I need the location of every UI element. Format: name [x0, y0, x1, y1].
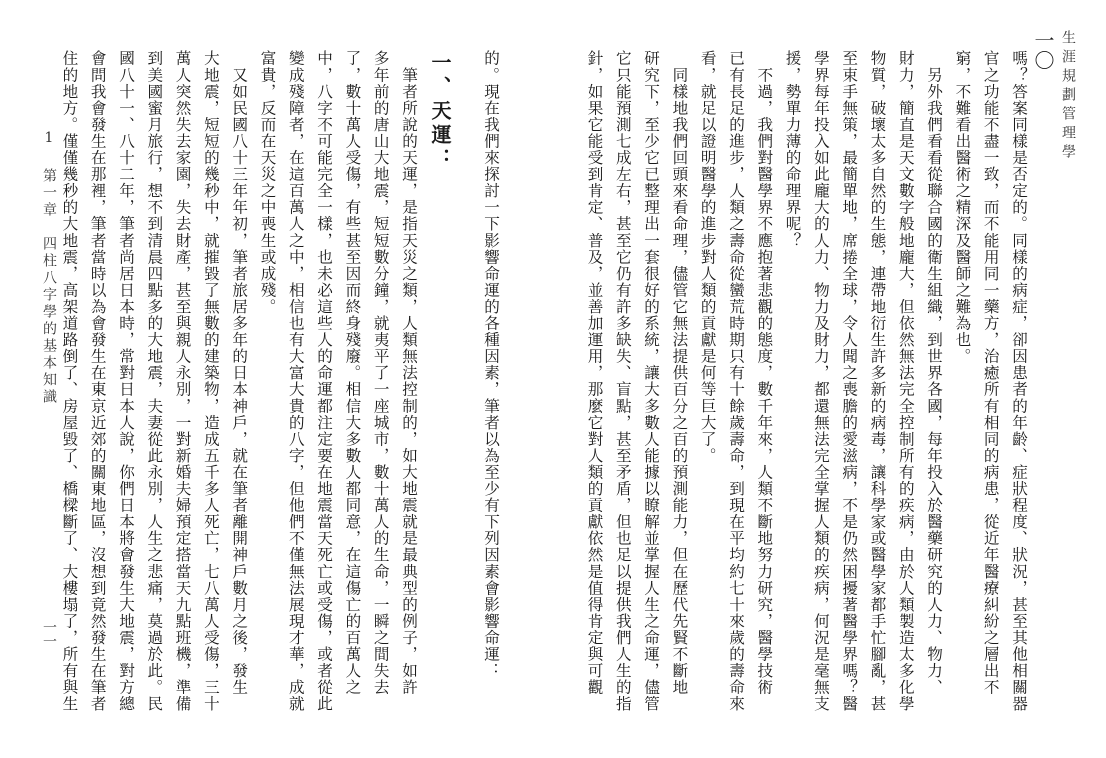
- text-column: 的。現在我們來探討一下影響命運的各種因素，筆者以為至少有下列因素會影響命運：: [482, 50, 500, 679]
- right-page-number: 一〇: [1031, 30, 1055, 70]
- chapter-footer: 1 第一章 四柱八字學的基本知識: [41, 130, 57, 406]
- text-column: 至束手無策，最簡單地，席捲全球，令人聞之喪膽的愛滋病，不是仍然困擾著醫學界嗎？醫: [840, 50, 859, 712]
- text-column: 物質，破壞太多自然的生態，連帶地衍生許多新的病毒，讓科學家或醫學家都手忙腳亂，甚: [868, 50, 887, 712]
- text-column: 財力，簡直是天文數字般地龐大，但依然無法完全控制所有的疾病，由於人類製造太多化學: [896, 50, 915, 712]
- text-column: 會問我會發生在那裡，筆者當時以為會發生在東京近郊的關東地區，沒想到竟然發生在筆者: [88, 50, 107, 712]
- text-column: 了，數十萬人受傷，有些甚至因而終身殘廢。相信大多數人都同意，在這傷亡的百萬人之: [343, 50, 362, 696]
- section-title: 一、天運：: [428, 52, 452, 172]
- text-column: 國八十一、八十二年，筆者尚居日本時，常對日本人說，你們日本將會發生大地震，對方總: [117, 50, 135, 712]
- text-column: 嗎？答案同樣是否定的。同樣的病症，卻因患者的年齡、症狀程度、狀況，甚至其他相關器: [1010, 50, 1028, 712]
- text-column: 筆者所說的天運，是指天災之類，人類無法控制的，如大地震就是最典型的例子，如許: [400, 50, 418, 696]
- text-column: 萬人突然失去家園，失去財產，甚至與親人永別，一對新婚夫婦預定搭當天九點班機，準備: [173, 50, 192, 712]
- text-column: 學界每年投入如此龐大的人力、物力及財力，都還無法完全掌握人類的疾病，何況是毫無支: [811, 50, 830, 712]
- text-column: 同樣地我們回頭來看命理，儘管它無法提供百分之百的預測能力，但在歷代先賢不斷地: [670, 50, 689, 696]
- text-column: 富貴，反而在天災之中喪生或成殘。: [258, 50, 277, 315]
- text-column: 援，勢單力薄的命理界呢？: [783, 50, 802, 249]
- text-column: 到美國蜜月旅行，想不到清晨四點多的大地震，夫妻從此永別，人生之悲痛，莫過於此。民: [145, 50, 164, 712]
- text-column: 研究下，至少它已整理出一套很好的系統，讓大多數人能據以瞭解並掌握人生之命運，儘管: [642, 50, 661, 712]
- text-column: 變成殘障者，在這百萬人之中，相信也有大富大貴的八字，但他們不僅無法展現才華，成就: [286, 50, 305, 712]
- text-column: 大地震，短短的幾秒中，就摧毀了無數的建築物，造成五千多人死亡，七八萬人受傷，三十: [201, 50, 220, 712]
- text-column: 多年前的唐山大地震，短短數分鐘，就夷平了一座城市，數十萬人的生命，一瞬之間失去: [371, 50, 390, 696]
- text-column: 另外我們看看從聯合國的衛生組織，到世界各國，每年投入於醫藥研究的人力、物力、: [925, 50, 944, 696]
- text-column: 它只能預測七成左右，甚至它仍有許多缺失、盲點，甚至矛盾，但也足以提供我們人生的指: [613, 50, 632, 712]
- text-column: 窮，不難看出醫術之精深及醫師之難為也。: [953, 50, 972, 365]
- text-column: 又如民國八十三年年初，筆者旅居多年的日本神戶，就在筆者離開神戶數月之後，發生: [230, 50, 249, 696]
- text-column: 中，八字不可能完全一樣，也未必這些人的命運都注定要在地震當天死亡或受傷，或者從此: [315, 50, 334, 712]
- text-column: 已有長足的進步，人類之壽命從蠻荒時期只有十餘歲壽命，到現在平均約七十來歲的壽命來: [727, 50, 745, 712]
- text-column: 不過，我們對醫學界不應抱著悲觀的態度，數千年來，人類不斷地努力研究，醫學技術: [755, 50, 774, 696]
- left-page-number: 一一: [41, 620, 57, 648]
- running-header: 生涯規劃管理學: [1060, 30, 1076, 163]
- text-column: 針，如果它能受到肯定、普及，並善加運用，那麼它對人類的貢獻依然是值得肯定與可觀: [585, 50, 604, 696]
- text-column: 住的地方。僅僅幾秒的大地震，高架道路倒了、房屋毀了、橋樑斷了、大樓塌了，所有與生: [60, 50, 79, 712]
- text-column: 官之功能不盡一致，而不能用同一藥方，治癒所有相同的病患，從近年醫療糾紛之層出不: [981, 50, 1000, 696]
- right-page: [553, 0, 1106, 758]
- text-column: 看，就足以證明醫學的進步對人類的貢獻是何等巨大了。: [698, 50, 717, 464]
